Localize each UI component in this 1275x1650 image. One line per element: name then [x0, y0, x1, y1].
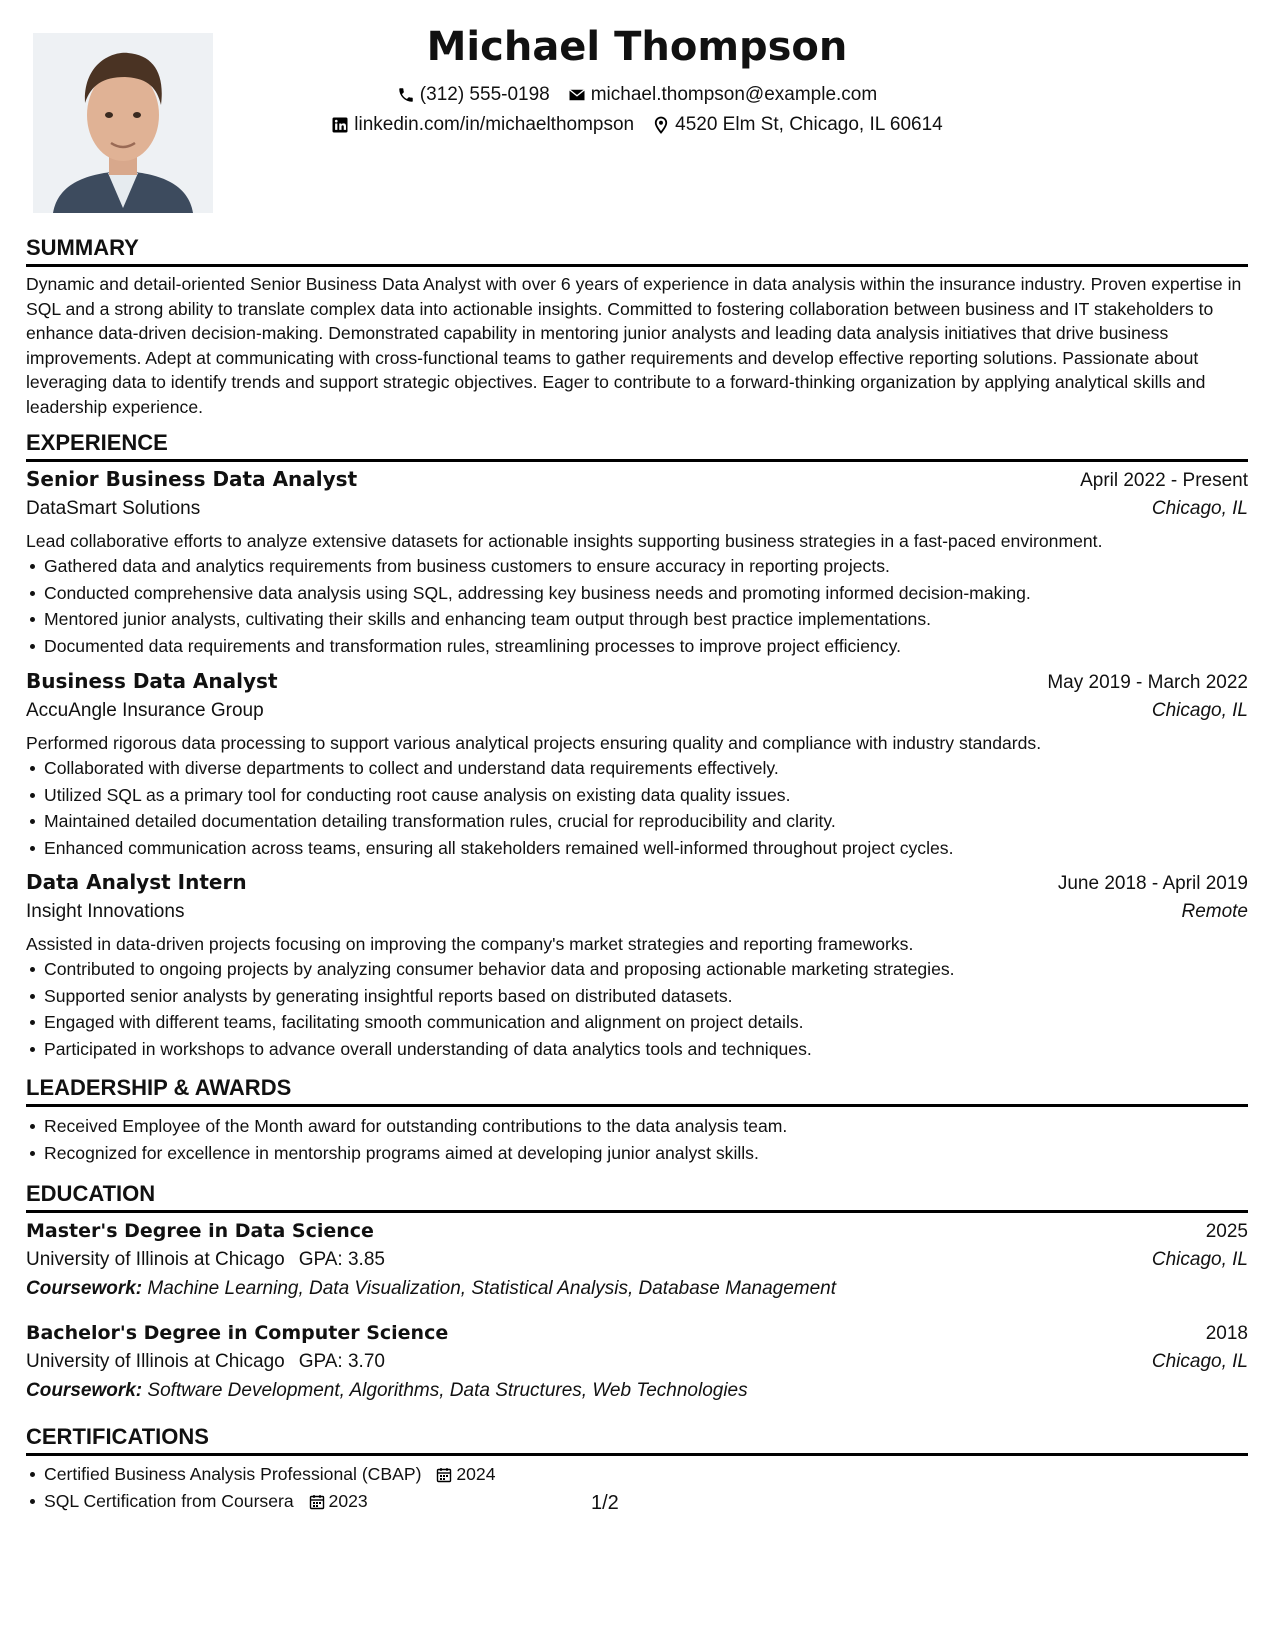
school-name: University of Illinois at Chicago	[26, 1351, 285, 1372]
list-item: Mentored junior analysts, cultivating their skills and enhancing team output through best practice implementations.	[44, 606, 1248, 633]
contact-line-1	[26, 80, 1248, 110]
job-title: Data Analyst Intern	[26, 870, 247, 894]
job-location: Chicago, IL	[1151, 498, 1248, 519]
list-item: Participated in workshops to advance overall understanding of data analytics tools and techniques.	[44, 1036, 1248, 1063]
contact-email[interactable]	[568, 80, 877, 110]
cert-year: 2023	[328, 1490, 368, 1511]
address-text: 4520 Elm St, Chicago, IL 60614	[675, 114, 943, 135]
coursework-label: Coursework:	[26, 1278, 143, 1299]
job-company: DataSmart Solutions	[26, 498, 201, 519]
job-bullets	[26, 553, 1248, 659]
degree-header	[26, 1217, 1248, 1246]
phone-icon	[397, 86, 415, 104]
cert-year: 2024	[456, 1464, 496, 1484]
list-item: Contributed to ongoing projects by analyzing consumer behavior data and proposing actionable marketing strategies.	[44, 956, 1248, 983]
calendar-icon	[309, 1494, 325, 1510]
degree-header	[26, 1319, 1248, 1348]
cert-name: Certified Business Analysis Professional (CBAP)	[44, 1464, 422, 1484]
certifications-list	[26, 1461, 1248, 1514]
list-item: Collaborated with diverse departments to collect and understand data requirements effectively.	[44, 755, 1248, 782]
certifications-heading: CERTIFICATIONS	[26, 1423, 1248, 1456]
phone-text: (312) 555-0198	[419, 84, 550, 105]
calendar-icon	[436, 1467, 452, 1483]
degree-title: Bachelor's Degree in Computer Science	[26, 1322, 449, 1344]
job-title: Senior Business Data Analyst	[26, 467, 358, 491]
job-subheader	[26, 697, 1248, 725]
leadership-heading: LEADERSHIP & AWARDS	[26, 1074, 1248, 1107]
job-description: Assisted in data-driven projects focusing on improving the company's market strategies and reporting frameworks.	[26, 934, 914, 954]
education-heading: EDUCATION	[26, 1180, 1248, 1213]
leadership-bullets	[26, 1113, 1248, 1166]
job-header	[26, 465, 1248, 495]
coursework	[26, 1377, 1248, 1405]
coursework-label: Coursework:	[26, 1380, 143, 1401]
job-dates: April 2022 - Present	[1080, 470, 1248, 491]
school-location: Chicago, IL	[1151, 1249, 1248, 1270]
job-company: AccuAngle Insurance Group	[26, 700, 264, 721]
list-item: Maintained detailed documentation detailing transformation rules, crucial for reproducibility and clarity.	[44, 808, 1248, 835]
list-item: Received Employee of the Month award for outstanding contributions to the data analysis team.	[44, 1113, 1248, 1140]
list-item: Conducted comprehensive data analysis using SQL, addressing key business needs and promoting informed decision-making.	[44, 580, 1248, 607]
list-item: Documented data requirements and transformation rules, streamlining processes to improve project efficiency.	[44, 633, 1248, 660]
list-item	[44, 1488, 1248, 1515]
degree-subheader	[26, 1348, 1248, 1376]
school-location: Chicago, IL	[1151, 1351, 1248, 1372]
school-name: University of Illinois at Chicago	[26, 1249, 285, 1270]
coursework-text: Machine Learning, Data Visualization, Statistical Analysis, Database Management	[147, 1278, 837, 1299]
job-bullets	[26, 755, 1248, 861]
contact-linkedin[interactable]	[331, 110, 634, 140]
contact-phone	[397, 80, 550, 110]
page-number: 1/2	[591, 1492, 619, 1514]
candidate-name: Michael Thompson	[426, 24, 848, 70]
degree-subheader	[26, 1246, 1248, 1274]
job-bullets	[26, 956, 1248, 1062]
contact-address	[652, 110, 943, 140]
experience-heading: EXPERIENCE	[26, 429, 1248, 462]
list-item: Enhanced communication across teams, ensuring all stakeholders remained well-informed throughout project cycles.	[44, 835, 1248, 862]
contact-line-2	[26, 110, 1248, 140]
job-header	[26, 868, 1248, 898]
map-marker-icon	[652, 116, 670, 134]
resume-page	[26, 0, 1248, 1650]
job-header	[26, 667, 1248, 697]
linkedin-text: linkedin.com/in/michaelthompson	[354, 114, 635, 135]
email-text: michael.thompson@example.com	[590, 84, 878, 105]
summary-text: Dynamic and detail-oriented Senior Business Data Analyst with over 6 years of experience in data analysis within the insurance industry. Proven expertise in SQL and a strong ability to translate complex data into actionable insights. Committed to fostering collaboration between business and IT stakeholders to enhance data-driven decision-making. Demonstrated capability in mentoring junior analysts and leading data analysis initiatives that drive business improvements. Adept at communicating with cross-functional teams to gather requirements and develop effective reporting solutions. Passionate about leveraging data to identify trends and support strategic objectives. Eager to contribute to a forward-thinking organization by applying analytical skills and leadership experience.	[26, 274, 1242, 417]
envelope-icon	[568, 86, 586, 104]
list-item: Engaged with different teams, facilitating smooth communication and alignment on project details.	[44, 1009, 1248, 1036]
degree-year: 2025	[1205, 1221, 1248, 1242]
job-location: Remote	[1181, 901, 1248, 922]
coursework-text: Software Development, Algorithms, Data Structures, Web Technologies	[147, 1380, 748, 1401]
degree-title: Master's Degree in Data Science	[26, 1220, 374, 1242]
job-description: Performed rigorous data processing to support various analytical projects ensuring quality and compliance with industry standards.	[26, 733, 1042, 753]
job-dates: May 2019 - March 2022	[1047, 672, 1248, 693]
linkedin-icon	[331, 116, 349, 134]
list-item: Gathered data and analytics requirements from business customers to ensure accuracy in reporting projects.	[44, 553, 1248, 580]
list-item: Supported senior analysts by generating insightful reports based on distributed datasets.	[44, 983, 1248, 1010]
degree-year: 2018	[1205, 1323, 1248, 1344]
gpa: GPA: 3.70	[298, 1351, 385, 1372]
summary-heading: SUMMARY	[26, 234, 1248, 267]
job-title: Business Data Analyst	[26, 669, 278, 693]
gpa: GPA: 3.85	[298, 1249, 385, 1270]
coursework	[26, 1275, 1248, 1303]
job-location: Chicago, IL	[1151, 700, 1248, 721]
list-item: Recognized for excellence in mentorship programs aimed at developing junior analyst skills.	[44, 1140, 1248, 1167]
resume-header	[26, 22, 1248, 140]
list-item	[44, 1461, 1248, 1488]
list-item: Utilized SQL as a primary tool for conducting root cause analysis on existing data quality issues.	[44, 782, 1248, 809]
cert-name: SQL Certification from Coursera	[44, 1490, 294, 1511]
job-company: Insight Innovations	[26, 901, 185, 922]
job-subheader	[26, 898, 1248, 926]
job-dates: June 2018 - April 2019	[1057, 873, 1248, 894]
job-description: Lead collaborative efforts to analyze extensive datasets for actionable insights supporting business strategies in a fast-paced environment.	[26, 531, 1103, 551]
job-subheader	[26, 495, 1248, 523]
